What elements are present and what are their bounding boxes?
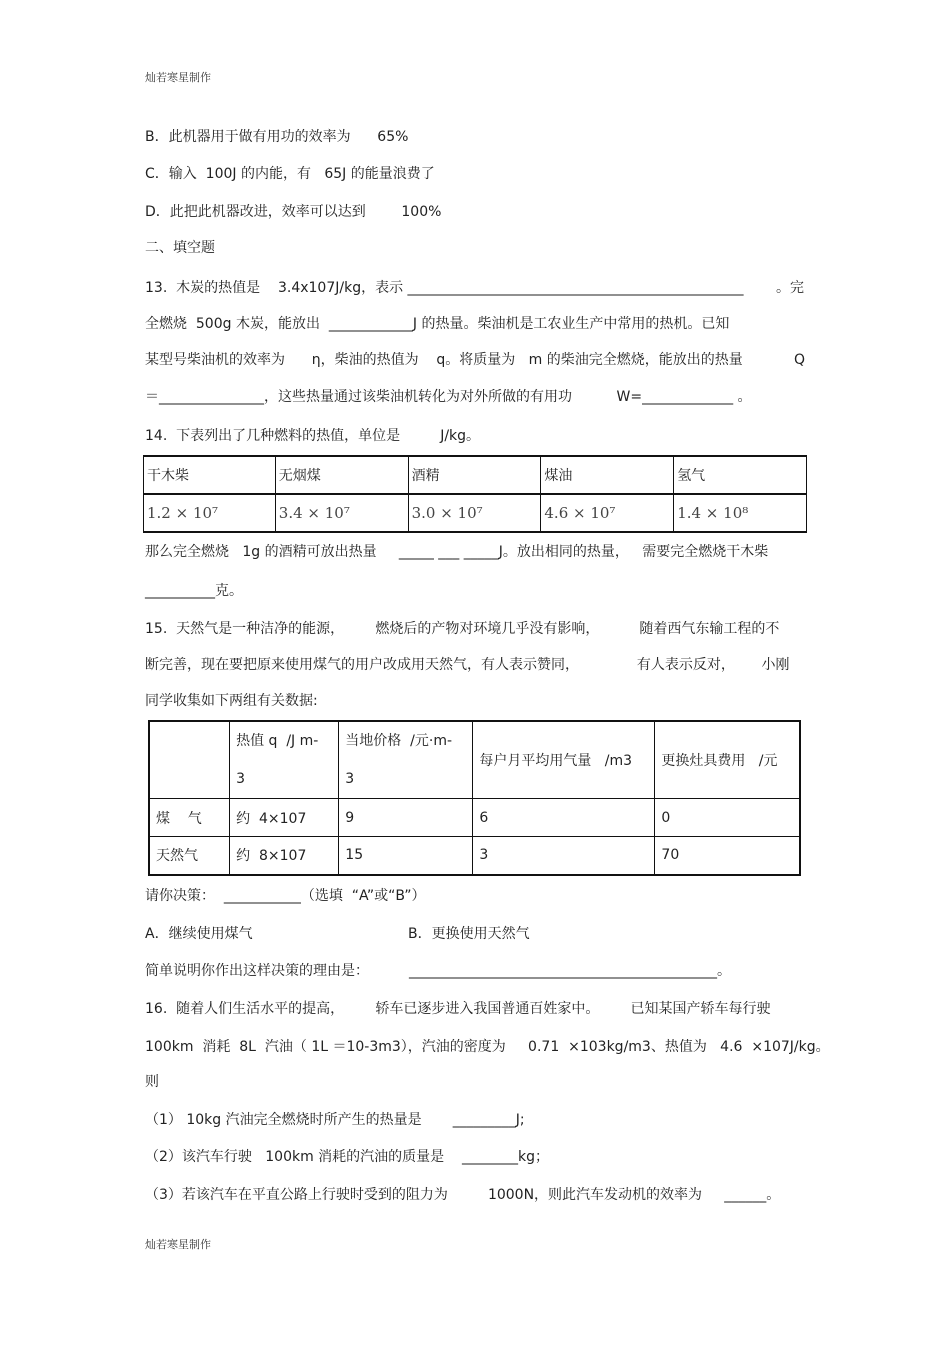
q13-line-2: 全燃烧 500g 木炭，能放出 ____________J 的热量。柴油机是工农业生产中常用的热机。已知 (145, 316, 730, 332)
table-cell: 煤 气 (149, 799, 230, 837)
q14-line-1: 14. 下表列出了几种燃料的热值，单位是 J/kg。 (145, 428, 481, 444)
table-row (144, 456, 807, 494)
q16-sub-3: （3）若该汽车在平直公路上行驶时受到的阻力为 1000N，则此汽车发动机的效率为 ______。 (145, 1187, 781, 1203)
q15-line-4: 请你决策： ___________（选填 “A”或“B”） (145, 888, 426, 904)
header-heat-value-unit: 3 (236, 771, 246, 787)
table-cell: 15 (339, 837, 473, 875)
q15-line-2: 断完善，现在要把原来使用煤气的用户改成用天然气，有人表示赞同， 有人表示反对， 小刚 (145, 657, 790, 673)
table-cell: 干木柴 (144, 456, 276, 494)
q14-line-3: __________克。 (145, 583, 243, 599)
q16-line-1: 16. 随着人们生活水平的提高， 轿车已逐步进入我国普通百姓家中。 已知某国产轿车每行驶 (145, 1001, 771, 1017)
table-cell: 每户月平均用气量 /m3 (473, 721, 655, 799)
q16-sub-1: （1） 10kg 汽油完全燃烧时所产生的热量是 _________J; (145, 1112, 525, 1128)
q15-option-b: B．更换使用天然气 (408, 926, 530, 942)
table-cell: 3 (473, 837, 655, 875)
q15-option-a: A．继续使用煤气 (145, 926, 253, 942)
header-price: 当地价格 /元·m- (345, 733, 453, 749)
q13-line-3-end: Q (794, 352, 806, 368)
table-cell: 3.4 × 10⁷ (275, 494, 408, 532)
table-row (149, 721, 800, 799)
table-cell (149, 721, 230, 799)
q13-line-3: 某型号柴油机的效率为 η，柴油的热值为 q。将质量为 m 的柴油完全燃烧，能放出的热量 (145, 352, 743, 368)
section-title: 二、填空题 (145, 240, 215, 256)
table-cell: 6 (473, 799, 655, 837)
table-cell: 煤油 (541, 456, 674, 494)
q13-line-1-end: 。完 (776, 280, 804, 296)
header-price-unit: 3 (345, 771, 355, 787)
option-d: D．此把此机器改进，效率可以达到 100% (145, 204, 442, 220)
table-cell (230, 721, 339, 799)
table-cell: 1.2 × 10⁷ (144, 494, 276, 532)
table-cell: 9 (339, 799, 473, 837)
header-heat-value: 热值 q /J m- (236, 733, 319, 749)
q15-line-1: 15. 天然气是一种洁净的能源， 燃烧后的产物对环境几乎没有影响， 随着西气东输工程的不 (145, 621, 780, 637)
table-cell: 天然气 (149, 837, 230, 875)
gas-comparison-table (148, 720, 801, 876)
table-cell: 约 4×107 (230, 799, 339, 837)
page-header: 灿若寒星制作 (145, 71, 211, 84)
table-cell: 3.0 × 10⁷ (408, 494, 541, 532)
q15-line-6: 简单说明你作出这样决策的理由是： ____________________________________________。 (145, 963, 732, 979)
q13-line-4: ＝_______________，这些热量通过该柴油机转化为对外所做的有用功 W=_____________ 。 (145, 389, 752, 405)
table-row (149, 837, 800, 875)
q16-line-2: 100km 消耗 8L 汽油（ 1L ＝10-3m3），汽油的密度为 0.71 ×103kg/m3、热值为 4.6 ×107J/kg。 (145, 1039, 830, 1055)
q14-line-2: 那么完全燃烧 1g 的酒精可放出热量 _____ ___ _____J。放出相同的热量， 需要完全燃烧干木柴 (145, 544, 769, 560)
page-footer: 灿若寒星制作 (145, 1238, 211, 1251)
q16-sub-2: （2）该汽车行驶 100km 消耗的汽油的质量是 ________kg； (145, 1149, 549, 1165)
table-cell: 70 (655, 837, 800, 875)
table-cell: 无烟煤 (275, 456, 408, 494)
table-row (149, 799, 800, 837)
table-cell: 更换灶具费用 /元 (655, 721, 800, 799)
table-cell (339, 721, 473, 799)
table-row (144, 494, 807, 532)
fuel-heat-table (143, 455, 807, 533)
option-b: B．此机器用于做有用功的效率为 65% (145, 129, 409, 145)
option-c: C．输入 100J 的内能，有 65J 的能量浪费了 (145, 166, 435, 182)
table-cell: 氢气 (674, 456, 807, 494)
table-cell: 0 (655, 799, 800, 837)
table-cell: 酒精 (408, 456, 541, 494)
table-cell: 1.4 × 10⁸ (674, 494, 807, 532)
q13-line-1: 13. 木炭的热值是 3.4x107J/kg，表示 ________________________________________________ (145, 280, 744, 296)
table-cell: 4.6 × 10⁷ (541, 494, 674, 532)
table-cell: 约 8×107 (230, 837, 339, 875)
q15-line-3: 同学收集如下两组有关数据: (145, 693, 318, 709)
q16-line-3: 则 (145, 1074, 159, 1090)
